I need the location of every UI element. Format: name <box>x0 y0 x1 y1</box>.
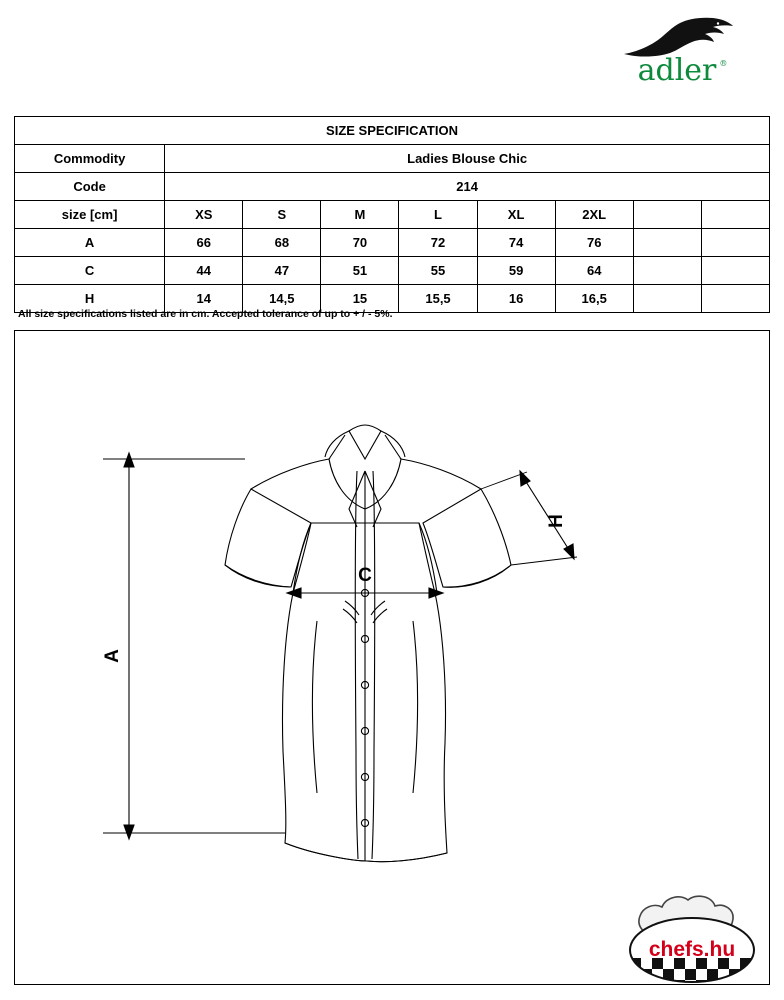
table-row-sizes <box>15 201 770 229</box>
cell-c-2xl: 64 <box>555 257 633 285</box>
cell-c-extra1 <box>633 257 701 285</box>
brand-logo <box>592 14 762 102</box>
cell-a-2xl: 76 <box>555 229 633 257</box>
table-row-code <box>15 173 770 201</box>
blouse-technical-drawing <box>15 331 769 984</box>
measure-label-a: A <box>15 229 165 257</box>
badge-text: chefs.hu <box>648 938 736 961</box>
cell-h-2xl: 16,5 <box>555 285 633 313</box>
cell-c-xs: 44 <box>165 257 243 285</box>
cell-a-xs: 66 <box>165 229 243 257</box>
table-row <box>15 229 770 257</box>
size-col-7 <box>701 201 769 229</box>
size-col-0: XS <box>165 201 243 229</box>
cell-h-s: 14,5 <box>243 285 321 313</box>
registered-mark: ® <box>719 59 728 68</box>
cell-c-l: 55 <box>399 257 477 285</box>
cell-c-s: 47 <box>243 257 321 285</box>
measure-label-h: H <box>15 285 165 313</box>
code-label: Code <box>15 173 165 201</box>
cell-a-m: 70 <box>321 229 399 257</box>
size-col-6 <box>633 201 701 229</box>
cell-a-extra2 <box>701 229 769 257</box>
commodity-label: Commodity <box>15 145 165 173</box>
size-col-2: M <box>321 201 399 229</box>
measure-label-a-drawing: A <box>102 649 123 663</box>
measure-label-c: C <box>15 257 165 285</box>
brand-name: adler ® <box>637 53 728 88</box>
cell-h-xs: 14 <box>165 285 243 313</box>
cell-a-l: 72 <box>399 229 477 257</box>
cell-h-extra2 <box>701 285 769 313</box>
garment-drawing-panel <box>14 330 770 985</box>
measure-label-c-drawing: C <box>358 565 372 586</box>
cell-a-xl: 74 <box>477 229 555 257</box>
cell-h-xl: 16 <box>477 285 555 313</box>
spec-title: SIZE SPECIFICATION <box>15 117 770 145</box>
measure-label-h-drawing: H <box>546 514 567 528</box>
cell-a-s: 68 <box>243 229 321 257</box>
cell-c-m: 51 <box>321 257 399 285</box>
commodity-value: Ladies Blouse Chic <box>165 145 770 173</box>
size-specification-table <box>14 116 770 313</box>
cell-c-xl: 59 <box>477 257 555 285</box>
cell-c-extra2 <box>701 257 769 285</box>
tolerance-note: All size specifications listed are in cm. Accepted tolerance of up to + / - 5%. <box>18 308 393 320</box>
table-row-title <box>15 117 770 145</box>
size-header: size [cm] <box>15 201 165 229</box>
size-col-5: 2XL <box>555 201 633 229</box>
size-col-3: L <box>399 201 477 229</box>
size-col-4: XL <box>477 201 555 229</box>
code-value: 214 <box>165 173 770 201</box>
size-col-1: S <box>243 201 321 229</box>
cell-h-m: 15 <box>321 285 399 313</box>
table-row <box>15 257 770 285</box>
chefs-hu-badge[interactable] <box>622 892 762 988</box>
table-row-commodity <box>15 145 770 173</box>
cell-h-extra1 <box>633 285 701 313</box>
cell-h-l: 15,5 <box>399 285 477 313</box>
cell-a-extra1 <box>633 229 701 257</box>
